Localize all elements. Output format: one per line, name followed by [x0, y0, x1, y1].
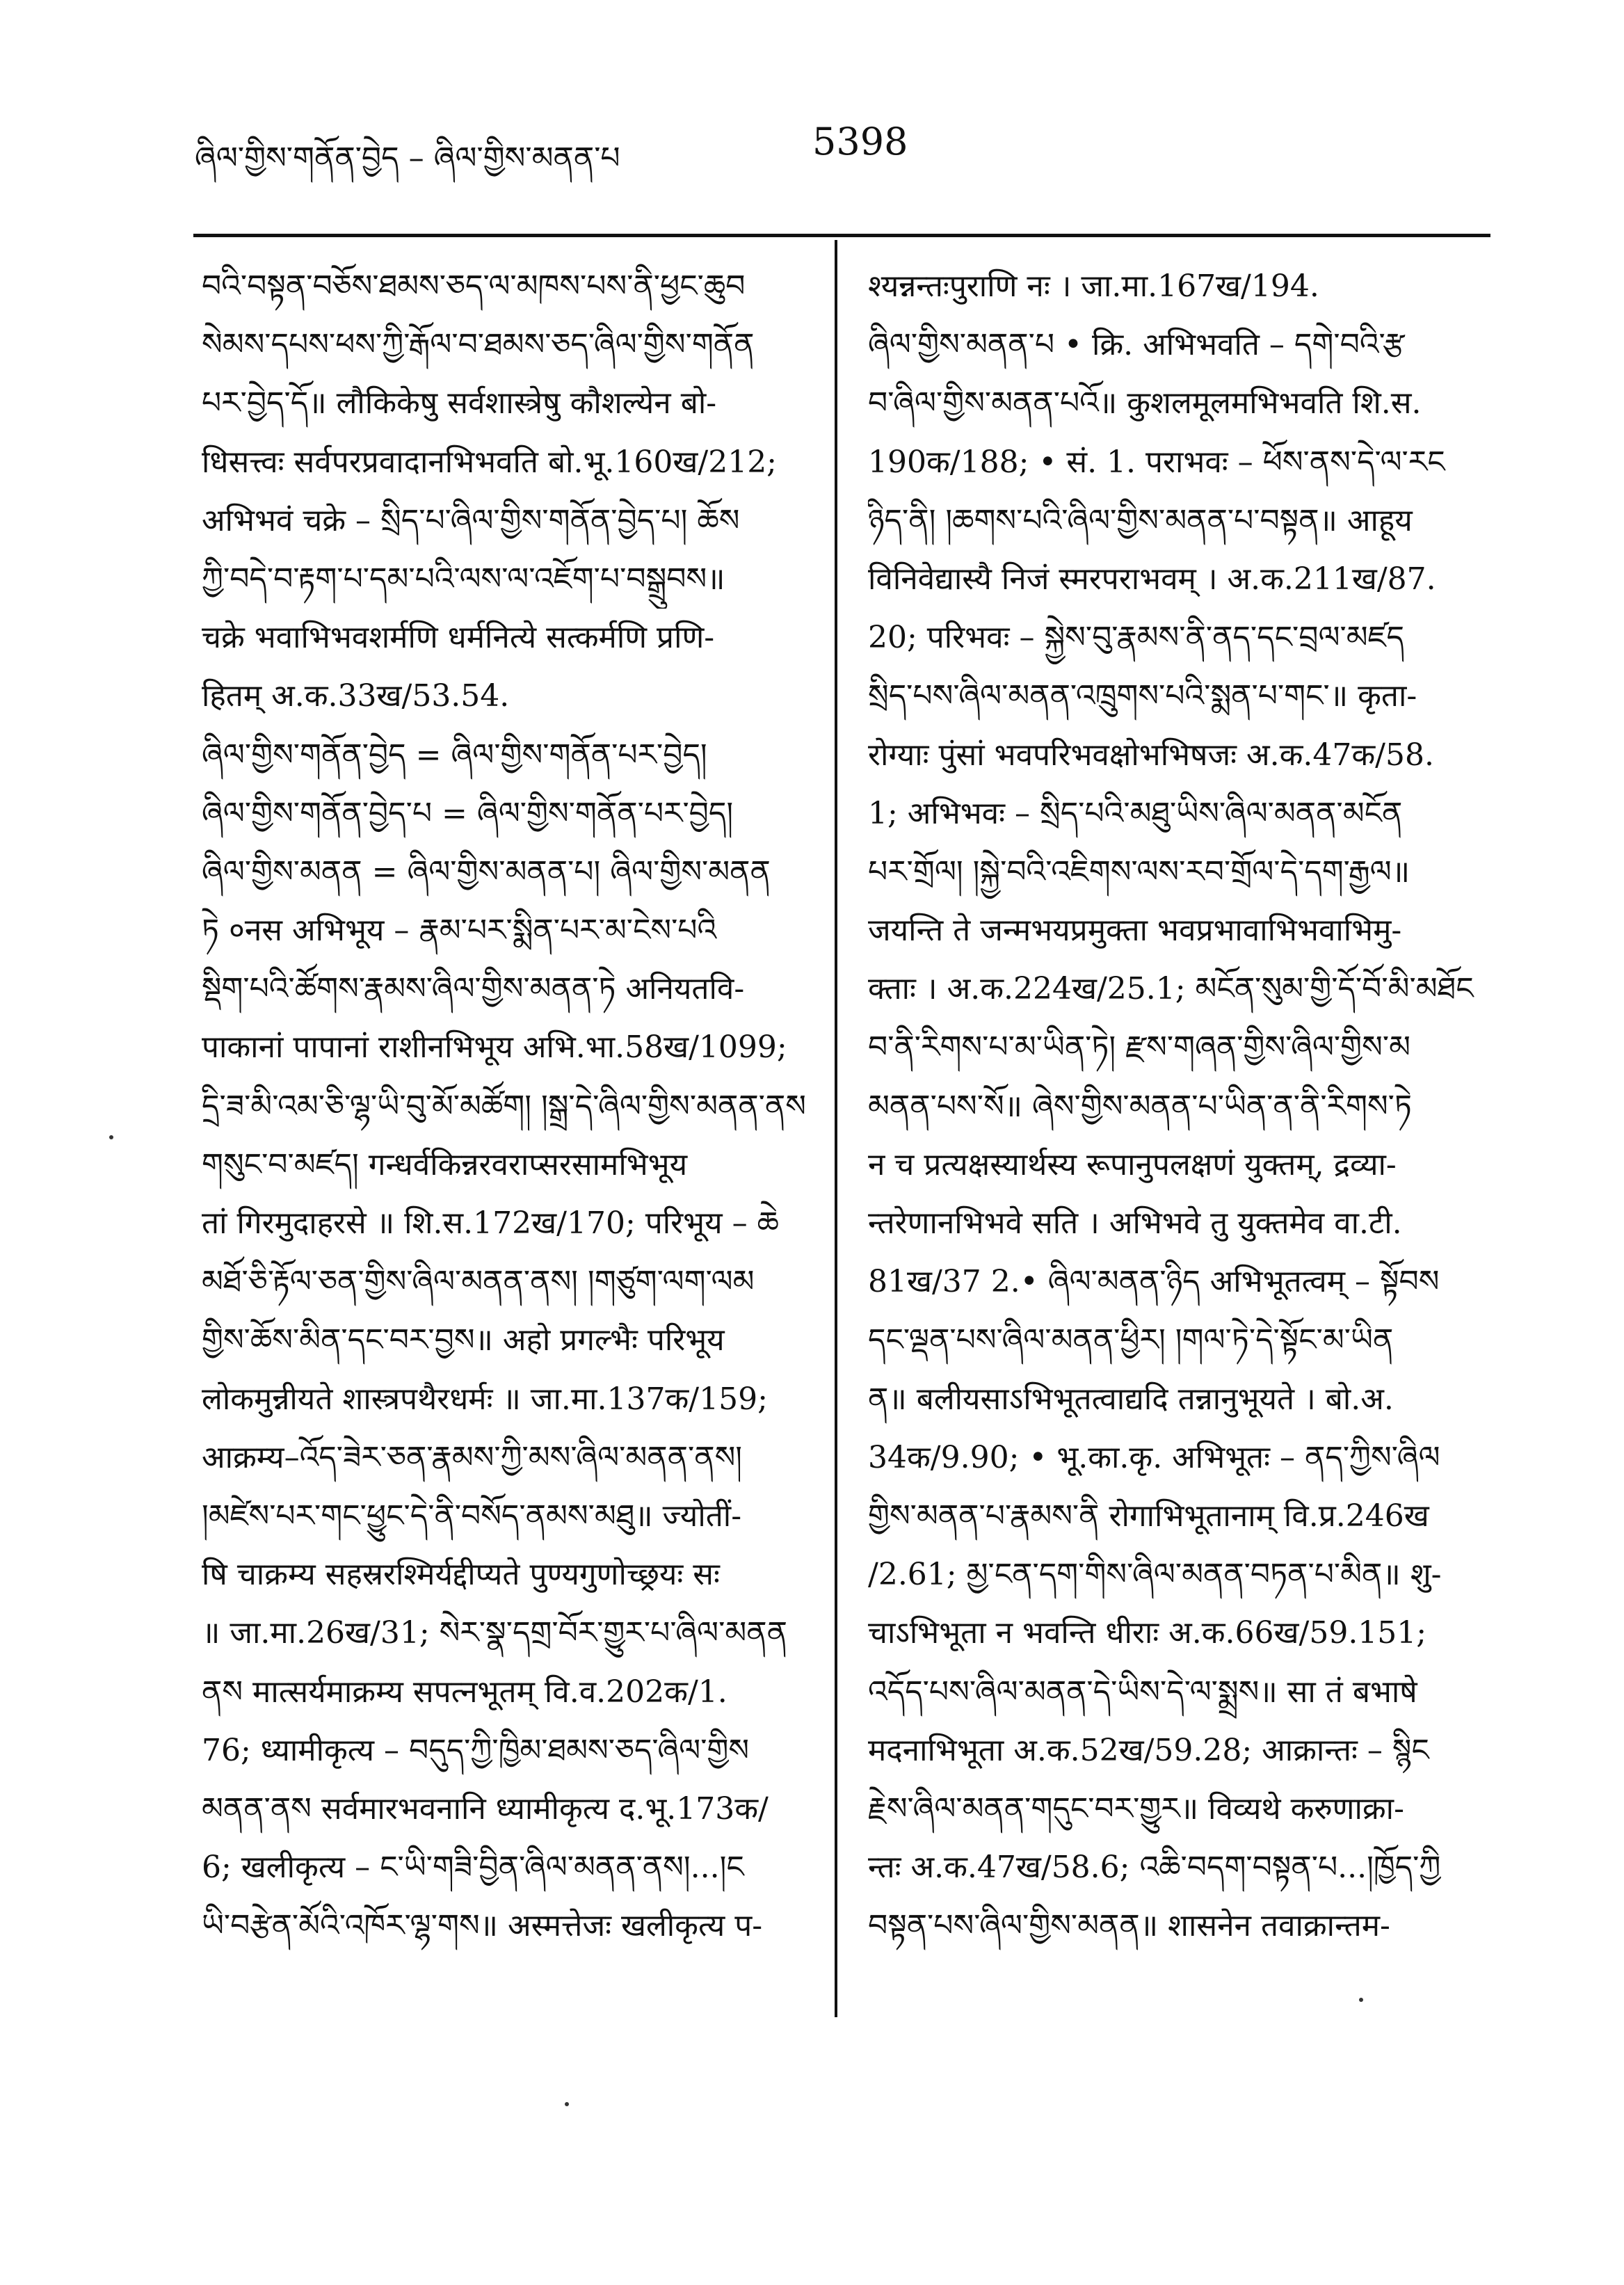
text-line: /2.61; མྱ་ངན་དག་གིས་ཞིལ་མནན་བཏན་པ་མིན॥ शु-: [868, 1557, 1442, 1593]
text-line: དྲི་ཟ་མི་འམ་ཅི་ལྷ་ཡི་བུ་མོ་མཚོག། །སྒྲ་དེ་ཞིལ་གྱིས་མནན་ནས: [202, 1088, 806, 1124]
headword-line: ཞིལ་གྱིས་གནོན་བྱེད་པ = ཞིལ་གྱིས་གནོན་པར་བྱེད།: [202, 795, 734, 831]
text-line: པར་གྲོལ། །སྐྱེ་བའི་འཇིགས་ལས་རབ་གྲོལ་དེ་དག་རྒྱལ॥: [868, 853, 1410, 890]
text-line: བ་ཞིལ་གྱིས་མནན་པའོ॥ कुशलमूलमभिभवति शि.स.: [868, 385, 1422, 422]
text-line: སེམས་དཔས་ཕས་ཀྱི་རྒོལ་བ་ཐམས་ཅད་ཞིལ་གྱིས་གནོན: [202, 327, 755, 363]
text-line: विनिवेद्यास्यै निजं स्मरपराभवम् । अ.क.211ख/87.: [868, 561, 1436, 597]
text-line: तां गिरमुदाहरसे ॥ शि.स.172ख/170; परिभूय – ཆེ: [202, 1205, 779, 1241]
text-line: བསྟན་པས་ཞིལ་གྱིས་མནན॥ शासनेन तवाक्रान्तम-: [868, 1908, 1390, 1944]
text-line: धिसत्त्वः सर्वपरप्रवादानभिभवति बो.भू.160ख/212;: [202, 444, 778, 480]
right-column: [868, 257, 1501, 1955]
text-line: आक्रम्य–འོད་ཟེར་ཅན་རྣམས་ཀྱི་མས་ཞིལ་མནན་ནས།: [202, 1439, 743, 1475]
text-line: སྡིག་པའི་ཚོགས་རྣམས་ཞིལ་གྱིས་མནན་ཏེ अनियतवि-: [202, 971, 745, 1007]
text-line: 1; अभिभवः – སྲིད་པའི་མཐུ་ཡིས་ཞིལ་མནན་མངོན: [868, 795, 1403, 831]
text-line: षि चाक्रम्य सहस्ररश्मिर्यद्दीप्यते पुण्यगुणोच्छ्रयः सः: [202, 1557, 720, 1593]
text-line: मदनाभिभूता अ.क.52ख/59.28; आक्रान्तः – སྙིང: [868, 1732, 1429, 1768]
text-line: །མཛེས་པར་གང་ཕྱུང་དེ་ནི་བསོད་ནམས་མཐུ॥ ज्योतीं-: [202, 1498, 742, 1534]
running-head: ཞིལ་གྱིས་གནོན་བྱེད – ཞིལ་གྱིས་མནན་པ: [195, 141, 620, 176]
text-line: ཉིད་ནི། །ཆགས་པའི་ཞིལ་གྱིས་མནན་པ་བསྟན॥ आहूय: [868, 502, 1413, 538]
text-line: ཡི་བརྩེན་མོའི་འཁོར་ལྷ་གས॥ अस्मत्तेजः खलीकृत्य प-: [202, 1908, 763, 1944]
text-line: रोग्याः पुंसां भवपरिभवक्षोभभिषजः अ.क.47क/58.: [868, 737, 1434, 773]
speck-mark: [1359, 1998, 1363, 2002]
text-line: འདོད་པས་ཞིལ་མནན་དེ་ཡིས་དེ་ལ་སྨྲས॥ सा तं बभाषे: [868, 1674, 1417, 1710]
speck-mark: [109, 1135, 113, 1139]
text-line: 190क/188; • सं. 1. पराभवः – ཕོས་ནས་དེ་ལ་རང: [868, 444, 1445, 480]
text-line: चाऽभिभूता न भवन्ति धीराः अ.क.66ख/59.151;: [868, 1615, 1427, 1651]
text-line: न्तरेणानभिभवे सति । अभिभवे तु युक्तमेव वा.टी.: [868, 1205, 1402, 1241]
headword-line: ཞིལ་གྱིས་མནན = ཞིལ་གྱིས་མནན་པ། ཞིལ་གྱིས་མནན: [202, 853, 771, 890]
text-line: अभिभवं चक्रे – སྲིད་པ་ཞིལ་གྱིས་གནོན་བྱེད་པ། ཆོས: [202, 502, 740, 538]
text-line: 76; ध्यामीकृत्य – བདུད་ཀྱི་ཁྱིམ་ཐམས་ཅད་ཞིལ་གྱིས: [202, 1732, 750, 1768]
text-line: དང་ལྡན་པས་ཞིལ་མནན་ཕྱིར། །གལ་ཏེ་དེ་སྟོང་མ་ཡིན: [868, 1322, 1394, 1358]
text-line: མཐོ་ཅི་རྟོལ་ཅན་གྱིས་ཞིལ་མནན་ནས། །གཙུག་ལག་ལམ: [202, 1264, 755, 1300]
text-line: རྗེས་ཞིལ་མནན་གདུང་བར་གྱུར॥ विव्यथे करुणाक्रा-: [868, 1790, 1404, 1827]
text-line: གསུང་བ་མཛད། गन्धर्वकिन्नरवराप्सरसामभिभूय: [202, 1146, 688, 1182]
text-line: ནས मात्सर्यमाक्रम्य सपत्नभूतम् वि.व.202क/1.: [202, 1674, 727, 1710]
text-line: चक्रे भवाभिभवशर्मणि धर्मनित्ये सत्कर्मणि प्रणि-: [202, 620, 715, 656]
text-line: མནན་པས་སོ॥ ཞེས་གྱིས་མནན་པ་ཡིན་ན་ནི་རིགས་ཏེ: [868, 1088, 1412, 1124]
text-line: 34क/9.90; • भू.का.कृ. अभिभूतः – ནད་ཀྱིས་ཞིལ: [868, 1439, 1440, 1475]
column-divider: [835, 240, 837, 2017]
text-line: སྲིད་པས་ཞིལ་མནན་འཁྲུགས་པའི་སྨན་པ་གང་॥ कृता-: [868, 678, 1417, 714]
header-rule: [193, 234, 1490, 237]
text-line: པར་བྱེད་དོ॥ लौकिकेषु सर्वशास्त्रेषु कौशल्येन बो-: [202, 385, 717, 422]
text-line: जयन्ति ते जन्मभयप्रमुक्ता भवप्रभावाभिभवाभिमु-: [868, 913, 1402, 949]
text-line: श्यन्नन्तःपुराणि नः । जा.मा.167ख/194.: [868, 268, 1319, 304]
text-line: བའི་བསྟན་བཅོས་ཐམས་ཅད་ལ་མཁས་པས་ནི་ཕྱང་ཆུབ: [202, 268, 746, 304]
left-column: [202, 257, 821, 1955]
text-line: ན॥ बलीयसाऽभिभूतत्वाद्यदि तन्नानुभूयते । बो.अ.: [868, 1381, 1394, 1417]
text-line: क्ताः । अ.क.224ख/25.1; མངོན་སུམ་གྱི་དོ་བོ་མི་མཐོང: [868, 971, 1474, 1007]
headword-line: ཞིལ་གྱིས་མནན་པ • क्रि. अभिभवति – དགེ་བའི་རྩ: [868, 327, 1405, 363]
text-line: लोकमुन्नीयते शास्त्रपथैरधर्मः ॥ जा.मा.137क/159;: [202, 1381, 768, 1417]
text-line: མནན་ནས सर्वमारभवनानि ध्यामीकृत्य द.भू.173क/: [202, 1790, 769, 1827]
text-line: हितम् अ.क.33ख/53.54.: [202, 678, 510, 714]
text-line: ཏེ ०नस अभिभूय – རྣམ་པར་སྨིན་པར་མ་ངེས་པའི: [202, 913, 717, 949]
text-line: 6; खलीकृत्य – ང་ཡི་གཟི་བྱིན་ཞིལ་མནན་ནས།...།ང: [202, 1850, 744, 1886]
page-number: 5398: [812, 120, 908, 163]
text-line: ཀྱི་བདེ་བ་རྟག་པ་དམ་པའི་ལས་ལ་འཇོག་པ་བསྒྲུབས॥: [202, 561, 725, 597]
text-line: ॥ जा.मा.26ख/31; སེར་སྣ་དགྲ་བོར་གྱུར་པ་ཞིལ་མནན: [202, 1615, 787, 1651]
headword-line: ཞིལ་གྱིས་གནོན་བྱེད = ཞིལ་གྱིས་གནོན་པར་བྱེད།: [202, 737, 707, 773]
text-line: གྱིས་མནན་པ་རྣམས་ནི रोगाभिभूतानाम् वि.प्र.246ख: [868, 1498, 1429, 1534]
text-line: न च प्रत्यक्षस्यार्थस्य रूपानुपलक्षणं युक्तम्, द्रव्या-: [868, 1146, 1397, 1182]
text-line: 20; परिभवः – སྐྱེས་བུ་རྣམས་ནི་ནད་དང་བྲལ་མཛད: [868, 620, 1404, 656]
text-line: न्तः अ.क.47ख/58.6; འཆི་བདག་བསྟན་པ...།ཁྱོད་ཀྱི: [868, 1850, 1441, 1886]
speck-mark: [565, 2102, 569, 2106]
text-line: 81ख/37 2.• ཞིལ་མནན་ཉིད अभिभूतत्वम् – སྟོབས: [868, 1264, 1440, 1300]
text-line: पाकानां पापानां राशीनभिभूय अभि.भा.58ख/1099;: [202, 1029, 787, 1066]
text-line: བ་ནི་རིགས་པ་མ་ཡིན་ཏེ། རྫས་གཞན་གྱིས་ཞིལ་གྱིས་མ: [868, 1029, 1410, 1066]
text-line: གྱིས་ཆོས་མིན་དང་བར་བྱས॥ अहो प्रगल्भैः परिभूय: [202, 1322, 725, 1358]
